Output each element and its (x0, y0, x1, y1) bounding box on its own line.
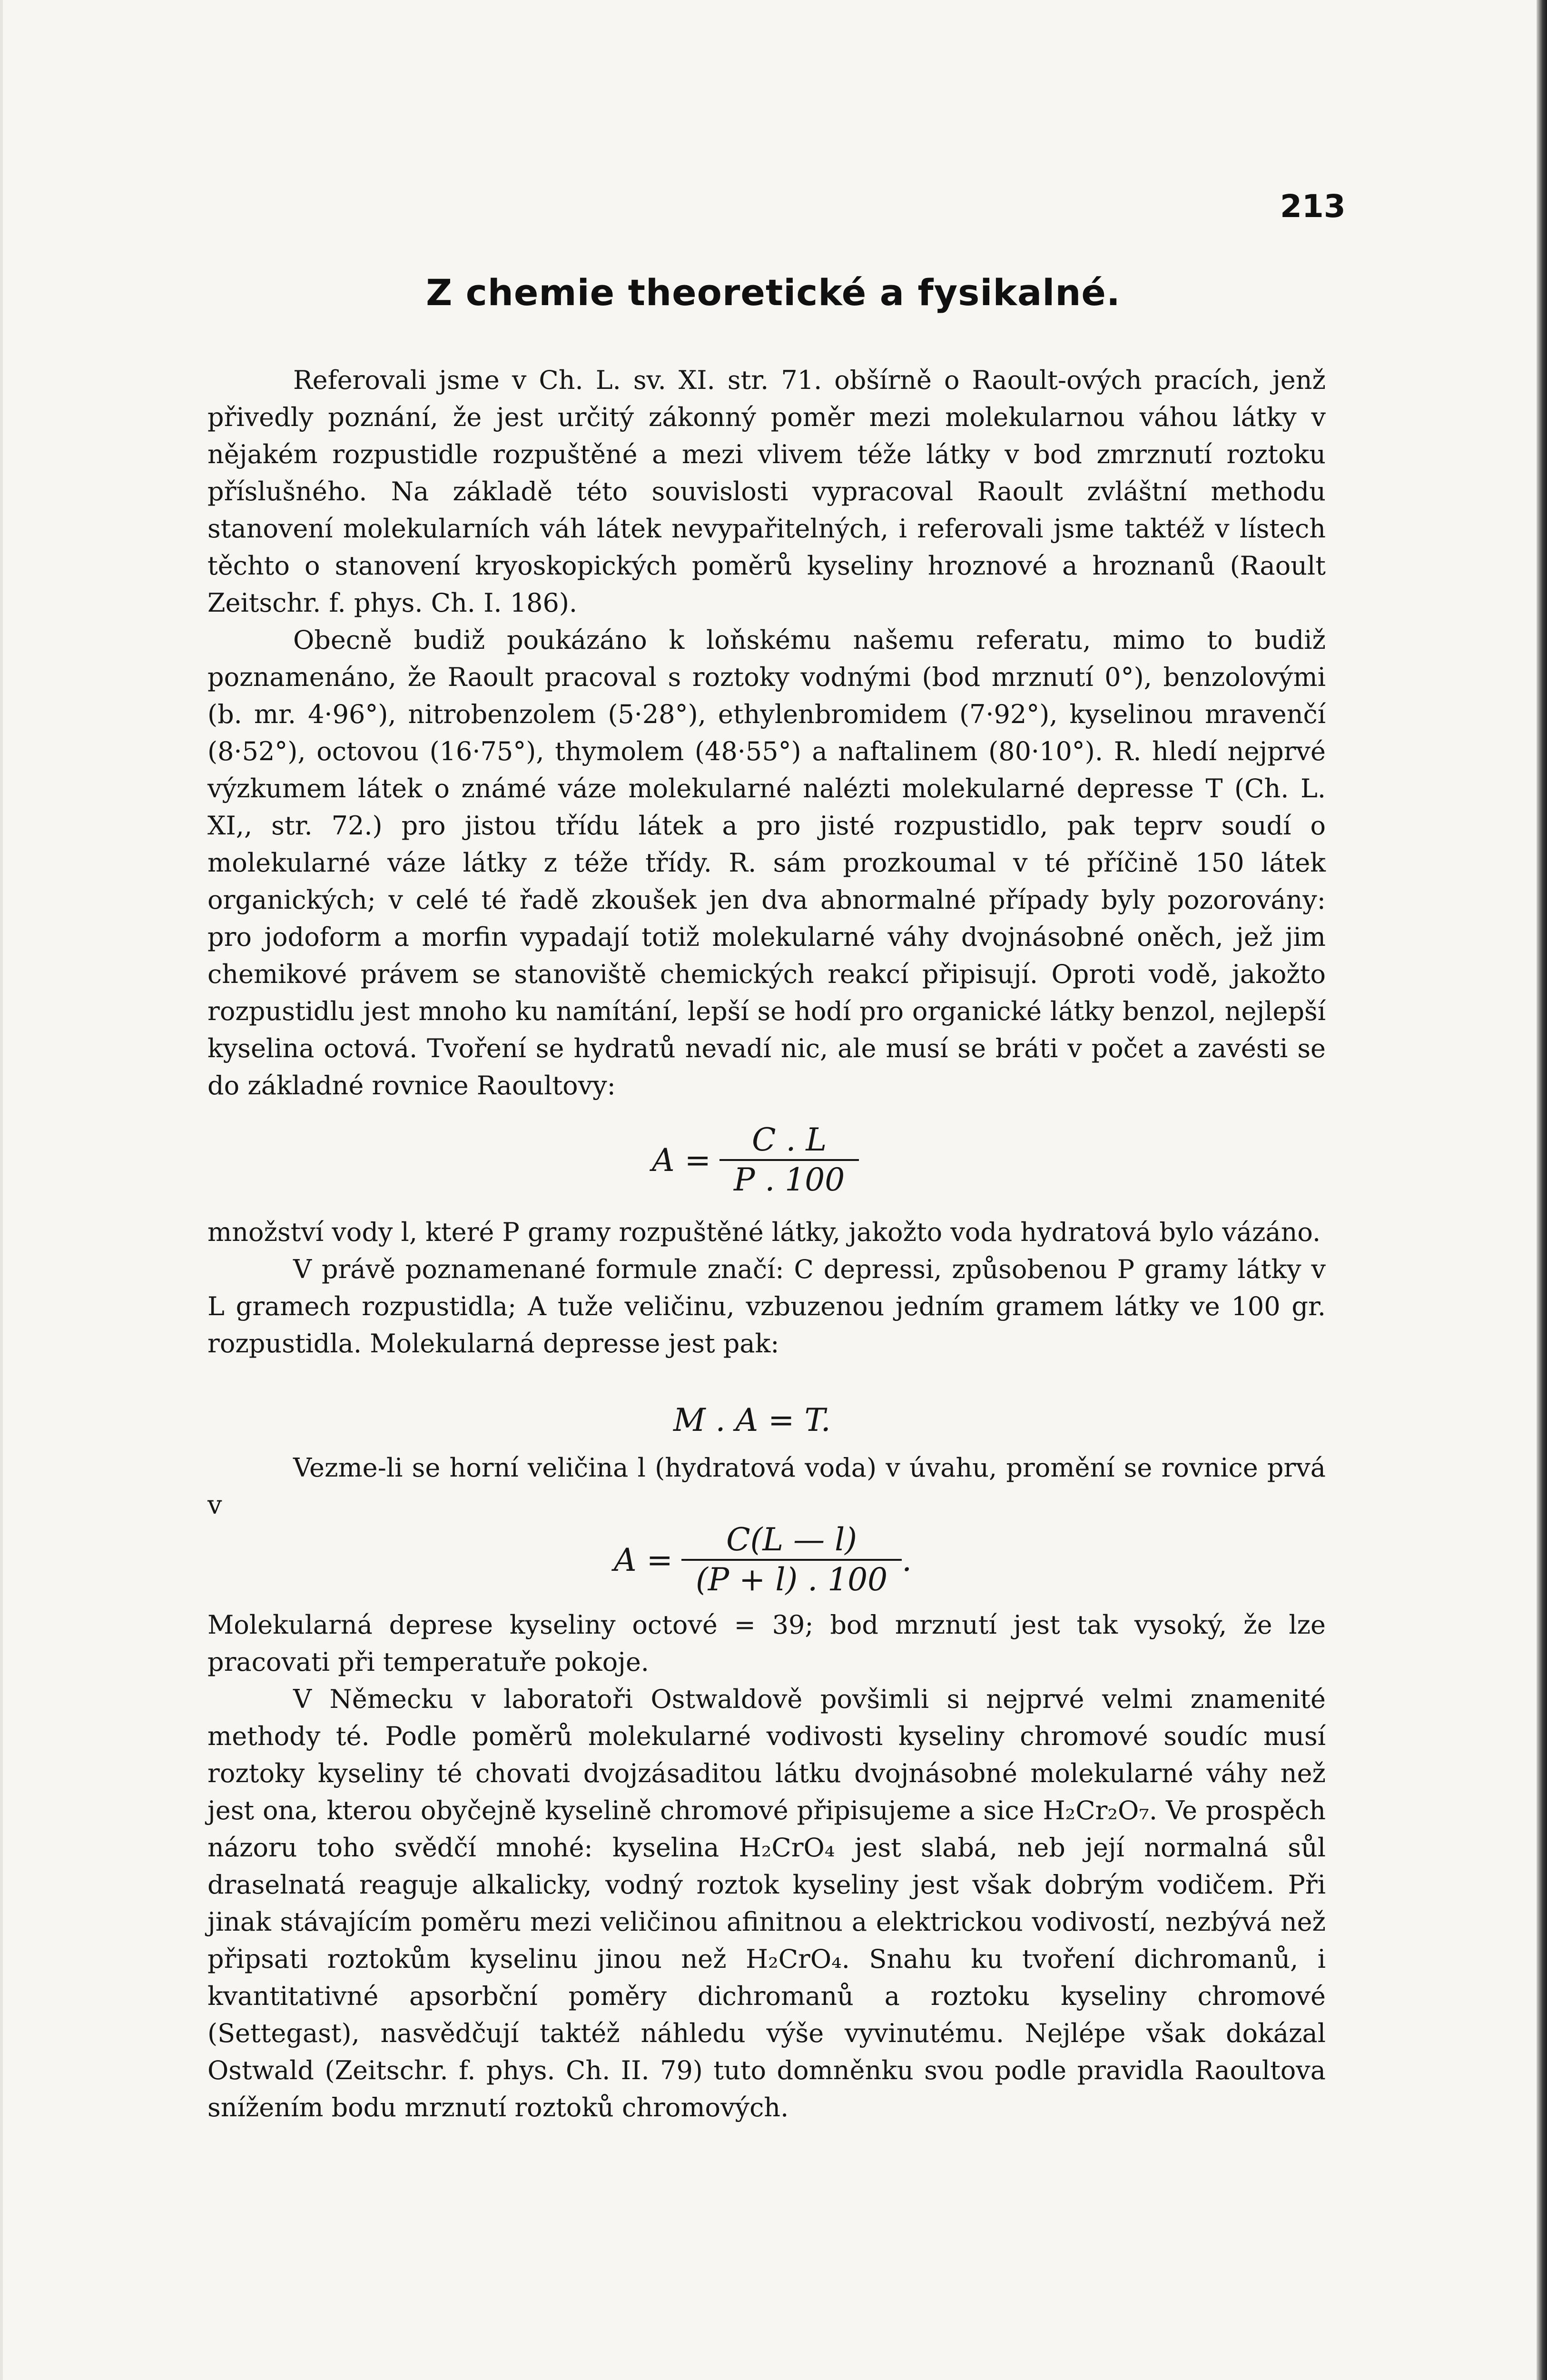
equation-3 (614, 1521, 912, 1599)
equation-3-numerator: C(L — l) (726, 1521, 857, 1558)
paragraph-7 (207, 1681, 1326, 2126)
equation-3-denominator: (P + l) . 100 (695, 1561, 888, 1598)
paragraph-2: Obecně budiž poukázáno k loňskému našemu referatu, mimo to budiž poznamenáno, že Raoult pracoval s roztoky vodnými (bod mrznutí 0°), benzolovými (b. mr. 4·96°), nitrobenzolem (5·28°), ethylenbromidem (7·92°), kyselinou mravenčí (8·52°), octovou (16·75°), thymolem (48·55°) a naftalinem (80·10°). R. hledí nejprvé výzkumem látek o známé váze molekularné nalézti molekularné depresse T (Ch. L. XI,, str. 72.) pro jistou třídu látek a pro jisté rozpustidlo, pak teprv soudí o molekularné váze látky z téže třídy. R. sám prozkoumal v té příčině 150 látek organických; v celé té řadě zkoušek jen dva abnormalné případy byly pozorovány: pro jodoform a morfin vypadají totiž molekularné váhy dvojnásobné oněch, jež jim chemikové právem se stanoviště chemických reakcí připisují. Oproti vodě, jakožto rozpustidlu jest mnoho ku namítání, lepší se hodí pro organické látky benzol, nejlepší kyselina octová. Tvoření se hydratů nevadí nic, ale musí se bráti v počet a zavésti se do základné rovnice Raoultovy: (207, 625, 1326, 1101)
paragraph-7-part-b: . Ve prospěch názoru toho svědčí mnohé: kyselina (207, 1795, 1326, 1863)
text-block-top (207, 362, 1326, 1104)
paragraph-7-part-c: jest slabá, neb její normalná sůl draselnatá reaguje alkalicky, vodný roztok kyseliny jest však dobrým vodičem. Při jinak stávajícím poměru mezi veličinou afinitnou a elektrickou vodivostí, nezbývá než připsati roztokům kyselinu jinou než (207, 1833, 1326, 1974)
equation-1-fraction (719, 1121, 859, 1199)
equation-3-fraction (681, 1521, 902, 1599)
equation-3-lhs: A = (614, 1541, 673, 1578)
equation-1-numerator: C . L (751, 1121, 827, 1158)
chemical-formula-chromic-acid: H₂CrO₄ (739, 1833, 835, 1863)
paragraph-7-part-d: . Snahu ku tvoření dichromanů, i kvantitativné apsorbční poměry dichromanů a roztoku kyseliny chromové (Settegast), nasvědčují taktéž náhledu výše vyvinutému. Nejlépe však dokázal Ostwald (Zeitschr. f. phys. Ch. II. 79) tuto domněnku svou podle pravidla Raoultova snížením bodu mrznutí roztoků chromových. (207, 1944, 1326, 2122)
text-block-middle (207, 1214, 1326, 1362)
page-number: 213 (1280, 188, 1346, 225)
paragraph-1: Referovali jsme v Ch. L. sv. XI. str. 71. obšírně o Raoult-ových pracích, jenž přivedly poznání, že jest určitý zákonný poměr mezi molekularnou váhou látky v nějakém rozpustidle rozpuštěné a mezi vlivem téže látky v bod zmrznutí roztoku příslušného. Na základě této souvislosti vypracoval Raoult zvláštní methodu stanovení molekularních váh látek nevypařitelných, i referovali jsme taktéž v lístech těchto o stanovení kryoskopických poměrů kyseliny hroznové a hroznanů (Raoult Zeitschr. f. phys. Ch. I. 186). (207, 365, 1326, 618)
equation-3-period: . (902, 1541, 912, 1578)
equation-1-lhs: A = (652, 1141, 711, 1179)
chemical-formula-dichromic-acid: H₂Cr₂O₇ (1043, 1795, 1149, 1825)
text-block-lower (207, 1449, 1326, 1524)
paragraph-6: Molekularná deprese kyseliny octové = 39; bod mrznutí jest tak vysoký, že lze pracovati při temperatuře pokoje. (207, 1610, 1326, 1677)
paragraph-5: Vezme-li se horní veličina l (hydratová voda) v úvahu, promění se rovnice prvá v (207, 1453, 1326, 1520)
section-title: Z chemie theoretické a fysikalné. (426, 271, 1121, 314)
equation-2: M . A = T. (673, 1402, 831, 1438)
page-binding-shadow (1537, 0, 1547, 2380)
page-left-edge (0, 0, 3, 2380)
equation-1-denominator: P . 100 (733, 1161, 845, 1198)
paragraph-3: množství vody l, které P gramy rozpuštěné látky, jakožto voda hydratová bylo vázáno. (207, 1217, 1321, 1247)
paragraph-7-part-a: V Německu v laboratoři Ostwaldově povšimli si nejprvé velmi znamenité methody té. Podle poměrů molekularné vodivosti kyseliny chromové soudíc musí roztoky kyseliny té chovati dvojzásaditou látku dvojnásobné molekularné váhy než jest ona, kterou obyčejně kyselině chromové připisujeme a sice (207, 1684, 1326, 1825)
text-block-bottom (207, 1606, 1326, 2126)
chemical-formula-chromic-acid-2: H₂CrO₄ (745, 1944, 842, 1974)
paragraph-4: V právě poznamenané formule značí: C depressi, způsobenou P gramy látky v L gramech rozpustidla; A tuže veličinu, vzbuzenou jedním gramem látky ve 100 gr. rozpustidla. Molekularná depresse jest pak: (207, 1254, 1326, 1359)
equation-1 (652, 1121, 859, 1199)
